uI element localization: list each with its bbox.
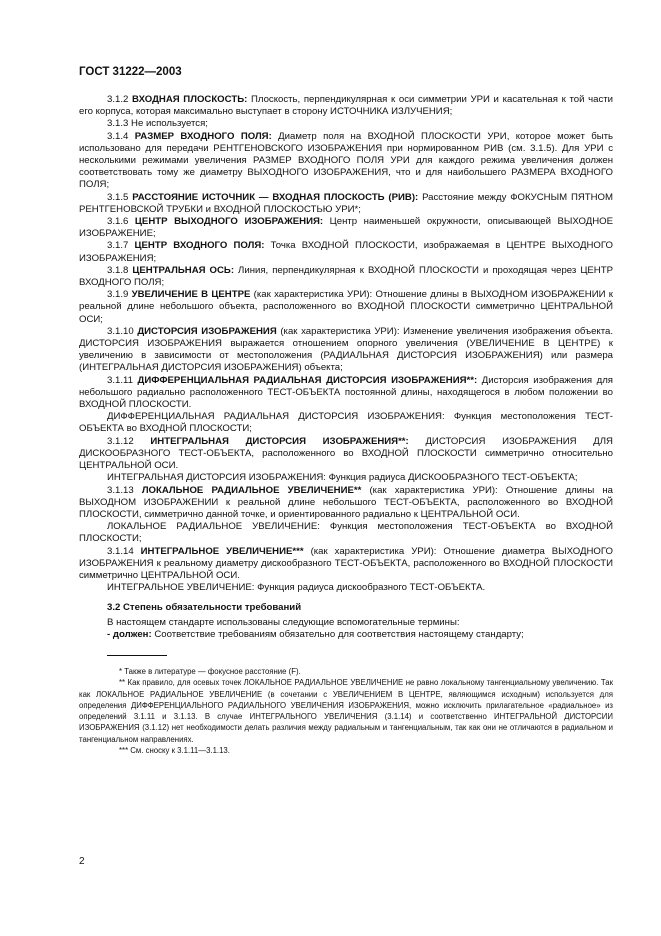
clause-number: 3.1.5 xyxy=(107,191,129,203)
definition-text: Плоскость, перпендикулярная к оси симметрии УРИ и касательная к той части его корпуса, которая максимально выступает в сторону ИСТОЧНИКА ИЗЛУЧЕНИЯ; xyxy=(79,94,614,118)
definition-text: (как характеристика УРИ): Отношение длины в ВЫХОДНОМ ИЗОБРАЖЕНИИ к реальной длине небольшого объекта, расположенного во ВХОДНОЙ ПЛОСКОСТИ симметрично ЦЕНТРАЛЬНОЙ ОСИ; xyxy=(79,289,613,325)
section-heading: 3.2 Степень обязательности требований xyxy=(107,602,302,614)
clause-number: 3.1.12 xyxy=(107,435,134,447)
term-definition xyxy=(79,629,613,641)
term-label: РАССТОЯНИЕ ИСТОЧНИК — ВХОДНАЯ ПЛОСКОСТЬ (РИВ): xyxy=(132,191,419,203)
definition-text: ИНТЕГРАЛЬНОЕ УВЕЛИЧЕНИЕ: Функция радиуса дискообразного ТЕСТ-ОБЪЕКТА. xyxy=(107,582,486,594)
definition-text: ДИФФЕРЕНЦИАЛЬНАЯ РАДИАЛЬНАЯ ДИСТОРСИЯ ИЗОБРАЖЕНИЯ: Функция местоположения ТЕСТ-ОБЪЕКТА во ВХОДНОЙ ПЛОСКОСТИ; xyxy=(79,411,613,435)
term-label: ВХОДНАЯ ПЛОСКОСТЬ: xyxy=(132,94,248,105)
definition-text: Не используется; xyxy=(131,118,208,130)
definition-text: ИНТЕГРАЛЬНАЯ ДИСТОРСИЯ ИЗОБРАЖЕНИЯ: Функция радиуса ДИСКООБРАЗНОГО ТЕСТ-ОБЪЕКТА; xyxy=(107,472,578,484)
definition-text: (как характеристика УРИ): Отношение длины на ВЫХОДНОМ ИЗОБРАЖЕНИИ к реальной длине небольшого ТЕСТ-ОБЪЕКТА, расположенного во ВХОДНОЙ ПЛОСКОСТИ, симметрично данной точке, и ориентированного радиально к ЦЕНТРАЛЬНОЙ ОСИ. xyxy=(79,484,613,520)
definition-paragraph xyxy=(79,240,613,264)
definition-paragraph xyxy=(79,411,613,435)
page-number: 2 xyxy=(79,856,85,867)
section-intro: В настоящем стандарте использованы следующие вспомогательные термины: xyxy=(107,616,460,628)
definition-paragraph xyxy=(79,192,613,216)
term-label: УВЕЛИЧЕНИЕ В ЦЕНТРЕ xyxy=(131,289,251,301)
term-label: ИНТЕГРАЛЬНАЯ ДИСТОРСИЯ ИЗОБРАЖЕНИЯ**: xyxy=(150,435,409,447)
definition-paragraph xyxy=(79,326,613,375)
footnote: ** Как правило, для осевых точек ЛОКАЛЬНОЕ РАДИАЛЬНОЕ УВЕЛИЧЕНИЕ не равно локальному тангенциальному увеличению. Так как ЛОКАЛЬНОЕ РАДИАЛЬНОЕ УВЕЛИЧЕНИЕ (в сочетании с УВЕЛИЧЕНИЕМ В ЦЕНТРЕ, являющимся исходным) используется для определения ДИФФЕРЕНЦИАЛЬНОГО РАДИАЛЬНОГО УВЕЛИЧЕНИЯ ИЗОБРАЖЕНИЯ, можно исключить прилагательное «радиальное» из определений 3.1.11 и 3.1.13. В случае ИНТЕГРАЛЬНОГО УВЕЛИЧЕНИЯ (3.1.14) и соответственно ИНТЕГРАЛЬНОЙ ДИСТОРСИИ ИЗОБРАЖЕНИЯ (3.1.12) нет необходимости делать различия между радиальным и тангенциальным, так как они не отличаются в радиальном и тангенциальном направлениях. xyxy=(79,678,613,744)
definition-text: (как характеристика УРИ): Отношение диаметра ВЫХОДНОГО ИЗОБРАЖЕНИЯ к реальному диаметру дискообразного ТЕСТ-ОБЪЕКТА, расположенного во ВХОДНОЙ ПЛОСКОСТИ симметрично ЦЕНТРАЛЬНОЙ ОСИ. xyxy=(79,545,613,581)
definition-text: Линия, перпендикулярная к ВХОДНОЙ ПЛОСКОСТИ и проходящая через ЦЕНТР ВХОДНОГО ПОЛЯ; xyxy=(79,264,613,289)
definition-text: Центр наименьшей окружности, описывающей ВЫХОДНОЕ ИЗОБРАЖЕНИЕ; xyxy=(79,216,614,240)
term-text: Соответствие требованиям обязательно для соответствия настоящему стандарту; xyxy=(154,628,524,640)
definition-paragraph xyxy=(79,375,613,412)
definition-text: Диаметр поля на ВХОДНОЙ ПЛОСКОСТИ УРИ, которое может быть использовано для передачи РЕНТГЕНОВСКОГО ИЗОБРАЖЕНИЯ при нормированном РИВ (см. 3.1.5). Для УРИ с несколькими режимами увеличения РАЗМЕР ВХОДНОГО ПОЛЯ УРИ для каждого режима увеличения должен соответствовать тому же диаметру ВЫХОДНОГО ИЗОБРАЖЕНИЯ, что и для наибольшего РАЗМЕРА ВХОДНОГО ПОЛЯ; xyxy=(79,130,613,191)
definition-paragraph xyxy=(79,131,613,192)
definition-paragraph xyxy=(79,582,613,594)
definition-paragraph xyxy=(79,289,613,326)
clause-number: 3.1.4 xyxy=(107,130,129,142)
clause-number: 3.1.13 xyxy=(107,484,134,496)
clause-number: 3.1.6 xyxy=(107,216,129,228)
definition-paragraph xyxy=(79,472,613,484)
clause-number: 3.1.9 xyxy=(107,289,129,301)
term-label: ЦЕНТРАЛЬНАЯ ОСЬ: xyxy=(132,264,235,276)
clause-number: 3.1.11 xyxy=(107,374,133,386)
term-label: ДИСТОРСИЯ ИЗОБРАЖЕНИЯ xyxy=(137,325,277,337)
term-label: ЦЕНТР ВЫХОДНОГО ИЗОБРАЖЕНИЯ: xyxy=(134,216,324,228)
definition-text: (как характеристика УРИ): Изменение увеличения изображения объекта. ДИСТОРСИЯ ИЗОБРАЖЕНИЯ выражается отношением опорного увеличения (УВЕЛИЧЕНИЕ В ЦЕНТРЕ) к увеличению в зависимости от местоположения (РАДИАЛЬНАЯ ДИСТОРСИЯ ИЗОБРАЖЕНИЯ) или размера (ИНТЕГРАЛЬНАЯ ДИСТОРСИЯ ИЗОБРАЖЕНИЯ) объекта; xyxy=(79,325,613,374)
term-label: РАЗМЕР ВХОДНОГО ПОЛЯ: xyxy=(134,130,272,142)
definition-paragraph xyxy=(79,118,613,130)
clause-number: 3.1.10 xyxy=(107,325,134,337)
term-label: ДИФФЕРЕНЦИАЛЬНАЯ РАДИАЛЬНАЯ ДИСТОРСИЯ ИЗОБРАЖЕНИЯ**: xyxy=(137,374,478,386)
footnote: *** См. сноску к 3.1.11—3.1.13. xyxy=(119,746,230,756)
definition-paragraph xyxy=(79,436,613,473)
definition-text: Расстояние между ФОКУСНЫМ ПЯТНОМ РЕНТГЕНОВСКОЙ ТРУБКИ и ВХОДНОЙ ПЛОСКОСТЬЮ УРИ*; xyxy=(79,191,614,215)
definition-text: ЛОКАЛЬНОЕ РАДИАЛЬНОЕ УВЕЛИЧЕНИЕ: Функция местоположения ТЕСТ-ОБЪЕКТА во ВХОДНОЙ ПЛОСКОСТИ; xyxy=(79,521,613,545)
definition-paragraph xyxy=(79,94,613,118)
document-header: ГОСТ 31222—2003 xyxy=(79,66,182,78)
term-label: ИНТЕГРАЛЬНОЕ УВЕЛИЧЕНИЕ*** xyxy=(140,545,304,557)
clause-number: 3.1.14 xyxy=(107,545,134,557)
clause-number: 3.1.8 xyxy=(107,264,129,276)
definition-paragraph xyxy=(79,485,613,522)
footnote: * Также в литературе — фокусное расстояние (F). xyxy=(119,666,301,676)
definitions-list xyxy=(79,94,613,594)
footnotes xyxy=(79,666,613,756)
definition-text: Точка ВХОДНОЙ ПЛОСКОСТИ, изображаемая в ЦЕНТРЕ ВЫХОДНОГО ИЗОБРАЖЕНИЯ; xyxy=(79,240,613,264)
definition-paragraph xyxy=(79,521,613,545)
footnote-divider xyxy=(107,655,167,656)
term-label: ЦЕНТР ВХОДНОГО ПОЛЯ: xyxy=(134,240,265,252)
document-body xyxy=(79,94,613,756)
term-label: ЛОКАЛЬНОЕ РАДИАЛЬНОЕ УВЕЛИЧЕНИЕ** xyxy=(141,484,362,496)
definition-text: ДИСТОРСИЯ ИЗОБРАЖЕНИЯ ДЛЯ ДИСКООБРАЗНОГО ТЕСТ-ОБЪЕКТА, расположенного во ВХОДНОЙ ПЛОСКОСТИ симметрично относительно ЦЕНТРАЛЬНОЙ ОСИ. xyxy=(79,435,613,472)
definition-text: Дисторсия изображения для небольшого радиально расположенного ТЕСТ-ОБЪЕКТА постоянной длины, находящегося в любом положении во ВХОДНОЙ ПЛОСКОСТИ. xyxy=(79,374,613,411)
definition-paragraph xyxy=(79,216,613,240)
clause-number: 3.1.3 xyxy=(107,118,129,130)
term-label: - должен: xyxy=(107,628,152,640)
clause-number: 3.1.7 xyxy=(107,240,129,252)
definition-paragraph xyxy=(79,265,613,289)
definition-paragraph xyxy=(79,546,613,583)
clause-number: 3.1.2 xyxy=(107,94,129,105)
